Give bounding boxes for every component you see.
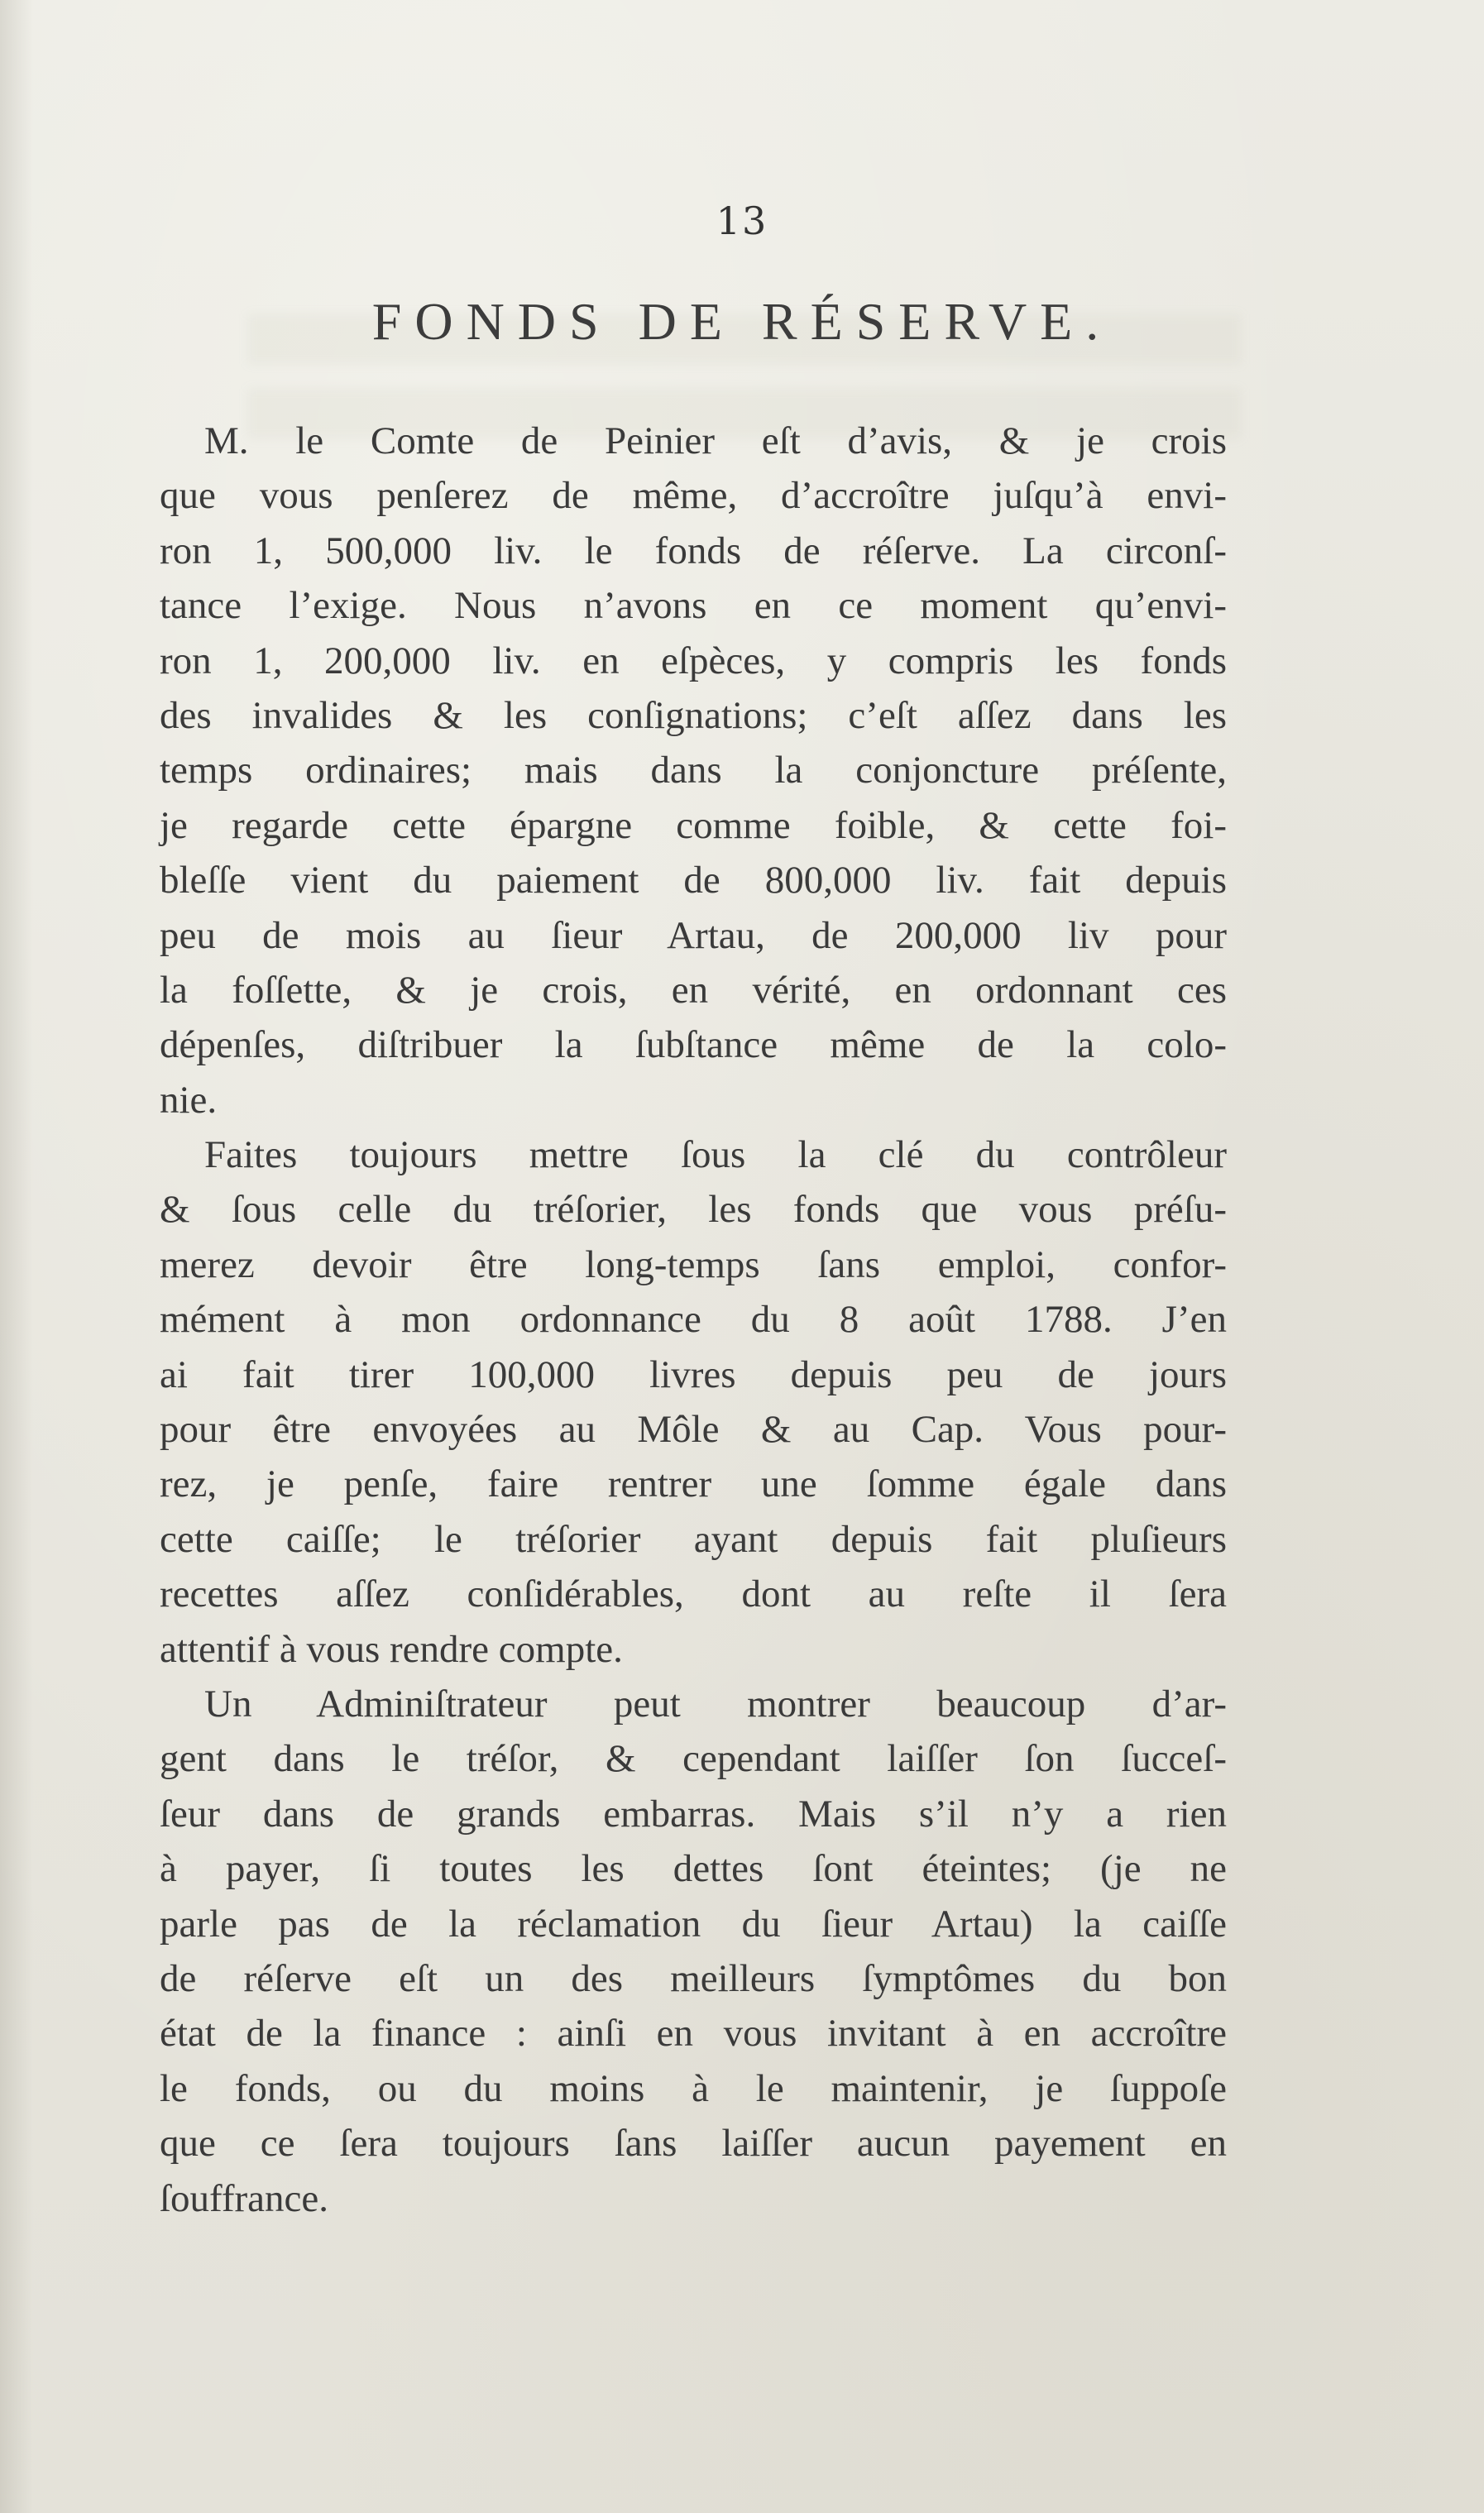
page-number: 13 (716, 199, 768, 243)
text-line: gent dans le tréſor, & cependant laiſſer ſon ſucceſ- (160, 1737, 1227, 1781)
text-line: attentif à vous rendre compte. (160, 1627, 623, 1671)
text-line: ſeur dans de grands embarras. Mais s’il n’y a rien (160, 1792, 1227, 1836)
text-line: & ſous celle du tréſorier, les fonds que vous préſu- (160, 1188, 1227, 1232)
text-line: peu de mois au ſieur Artau, de 200,000 liv pour (160, 913, 1227, 957)
text-line: M. le Comte de Peinier eſt d’avis, & je crois (204, 419, 1227, 462)
text-line: temps ordinaires; mais dans la conjoncture préſente, (160, 749, 1227, 792)
text-line: de réſerve eſt un des meilleurs ſymptômes du bon (160, 1956, 1227, 2000)
text-line: le fonds, ou du moins à le maintenir, je ſuppoſe (160, 2066, 1227, 2110)
text-line: recettes aſſez conſidérables, dont au reſte il ſera (160, 1572, 1227, 1616)
text-line: à payer, ſi toutes les dettes ſont éteintes; (je ne (160, 1847, 1227, 1891)
text-line: ron 1, 500,000 liv. le fonds de réſerve. La circonſ- (160, 529, 1227, 572)
text-line: ſouffrance. (160, 2176, 328, 2220)
text-line: des invalides & les conſignations; c’eſt aſſez dans les (160, 693, 1227, 737)
text-line: que ce ſera toujours ſans laiſſer aucun payement en (160, 2122, 1227, 2166)
text-line: tance l’exige. Nous n’avons en ce moment qu’envi- (160, 584, 1227, 628)
section-title: FONDS DE RÉSERVE. (371, 292, 1113, 351)
text-line: bleſſe vient du paiement de 800,000 liv. fait depuis (160, 859, 1227, 902)
text-line: la foſſette, & je crois, en vérité, en ordonnant ces (160, 968, 1227, 1012)
text-line: mément à mon ordonnance du 8 août 1788. J’en (160, 1298, 1227, 1342)
text-line: Un Adminiſtrateur peut montrer beaucoup d’ar- (204, 1682, 1227, 1726)
text-line: ai fait tirer 100,000 livres depuis peu de jours (160, 1352, 1227, 1396)
body-text (160, 414, 1227, 2226)
text-line: nie. (160, 1078, 218, 1122)
text-line: dépenſes, diſtribuer la ſubſtance même de la colo- (160, 1023, 1227, 1067)
text-line: état de la finance : ainſi en vous invitant à en accroître (160, 2012, 1227, 2056)
text-line: pour être envoyées au Môle & au Cap. Vous pour- (160, 1408, 1227, 1452)
text-line: que vous penſerez de même, d’accroître juſqu’à envi- (160, 474, 1227, 518)
text-line: rez, je penſe, faire rentrer une ſomme égale dans (160, 1462, 1227, 1506)
text-line: cette caiſſe; le tréſorier ayant depuis fait pluſieurs (160, 1517, 1227, 1561)
text-line: Faites toujours mettre ſous la clé du contrôleur (204, 1133, 1227, 1177)
page-edge-shadow (0, 0, 33, 2513)
text-line: parle pas de la réclamation du ſieur Artau) la caiſſe (160, 1902, 1227, 1946)
text-line: merez devoir être long-temps ſans emploi, confor- (160, 1242, 1227, 1286)
text-line: je regarde cette épargne comme foible, & cette foi- (160, 803, 1227, 847)
text-line: ron 1, 200,000 liv. en eſpèces, y compris les fonds (160, 639, 1227, 682)
